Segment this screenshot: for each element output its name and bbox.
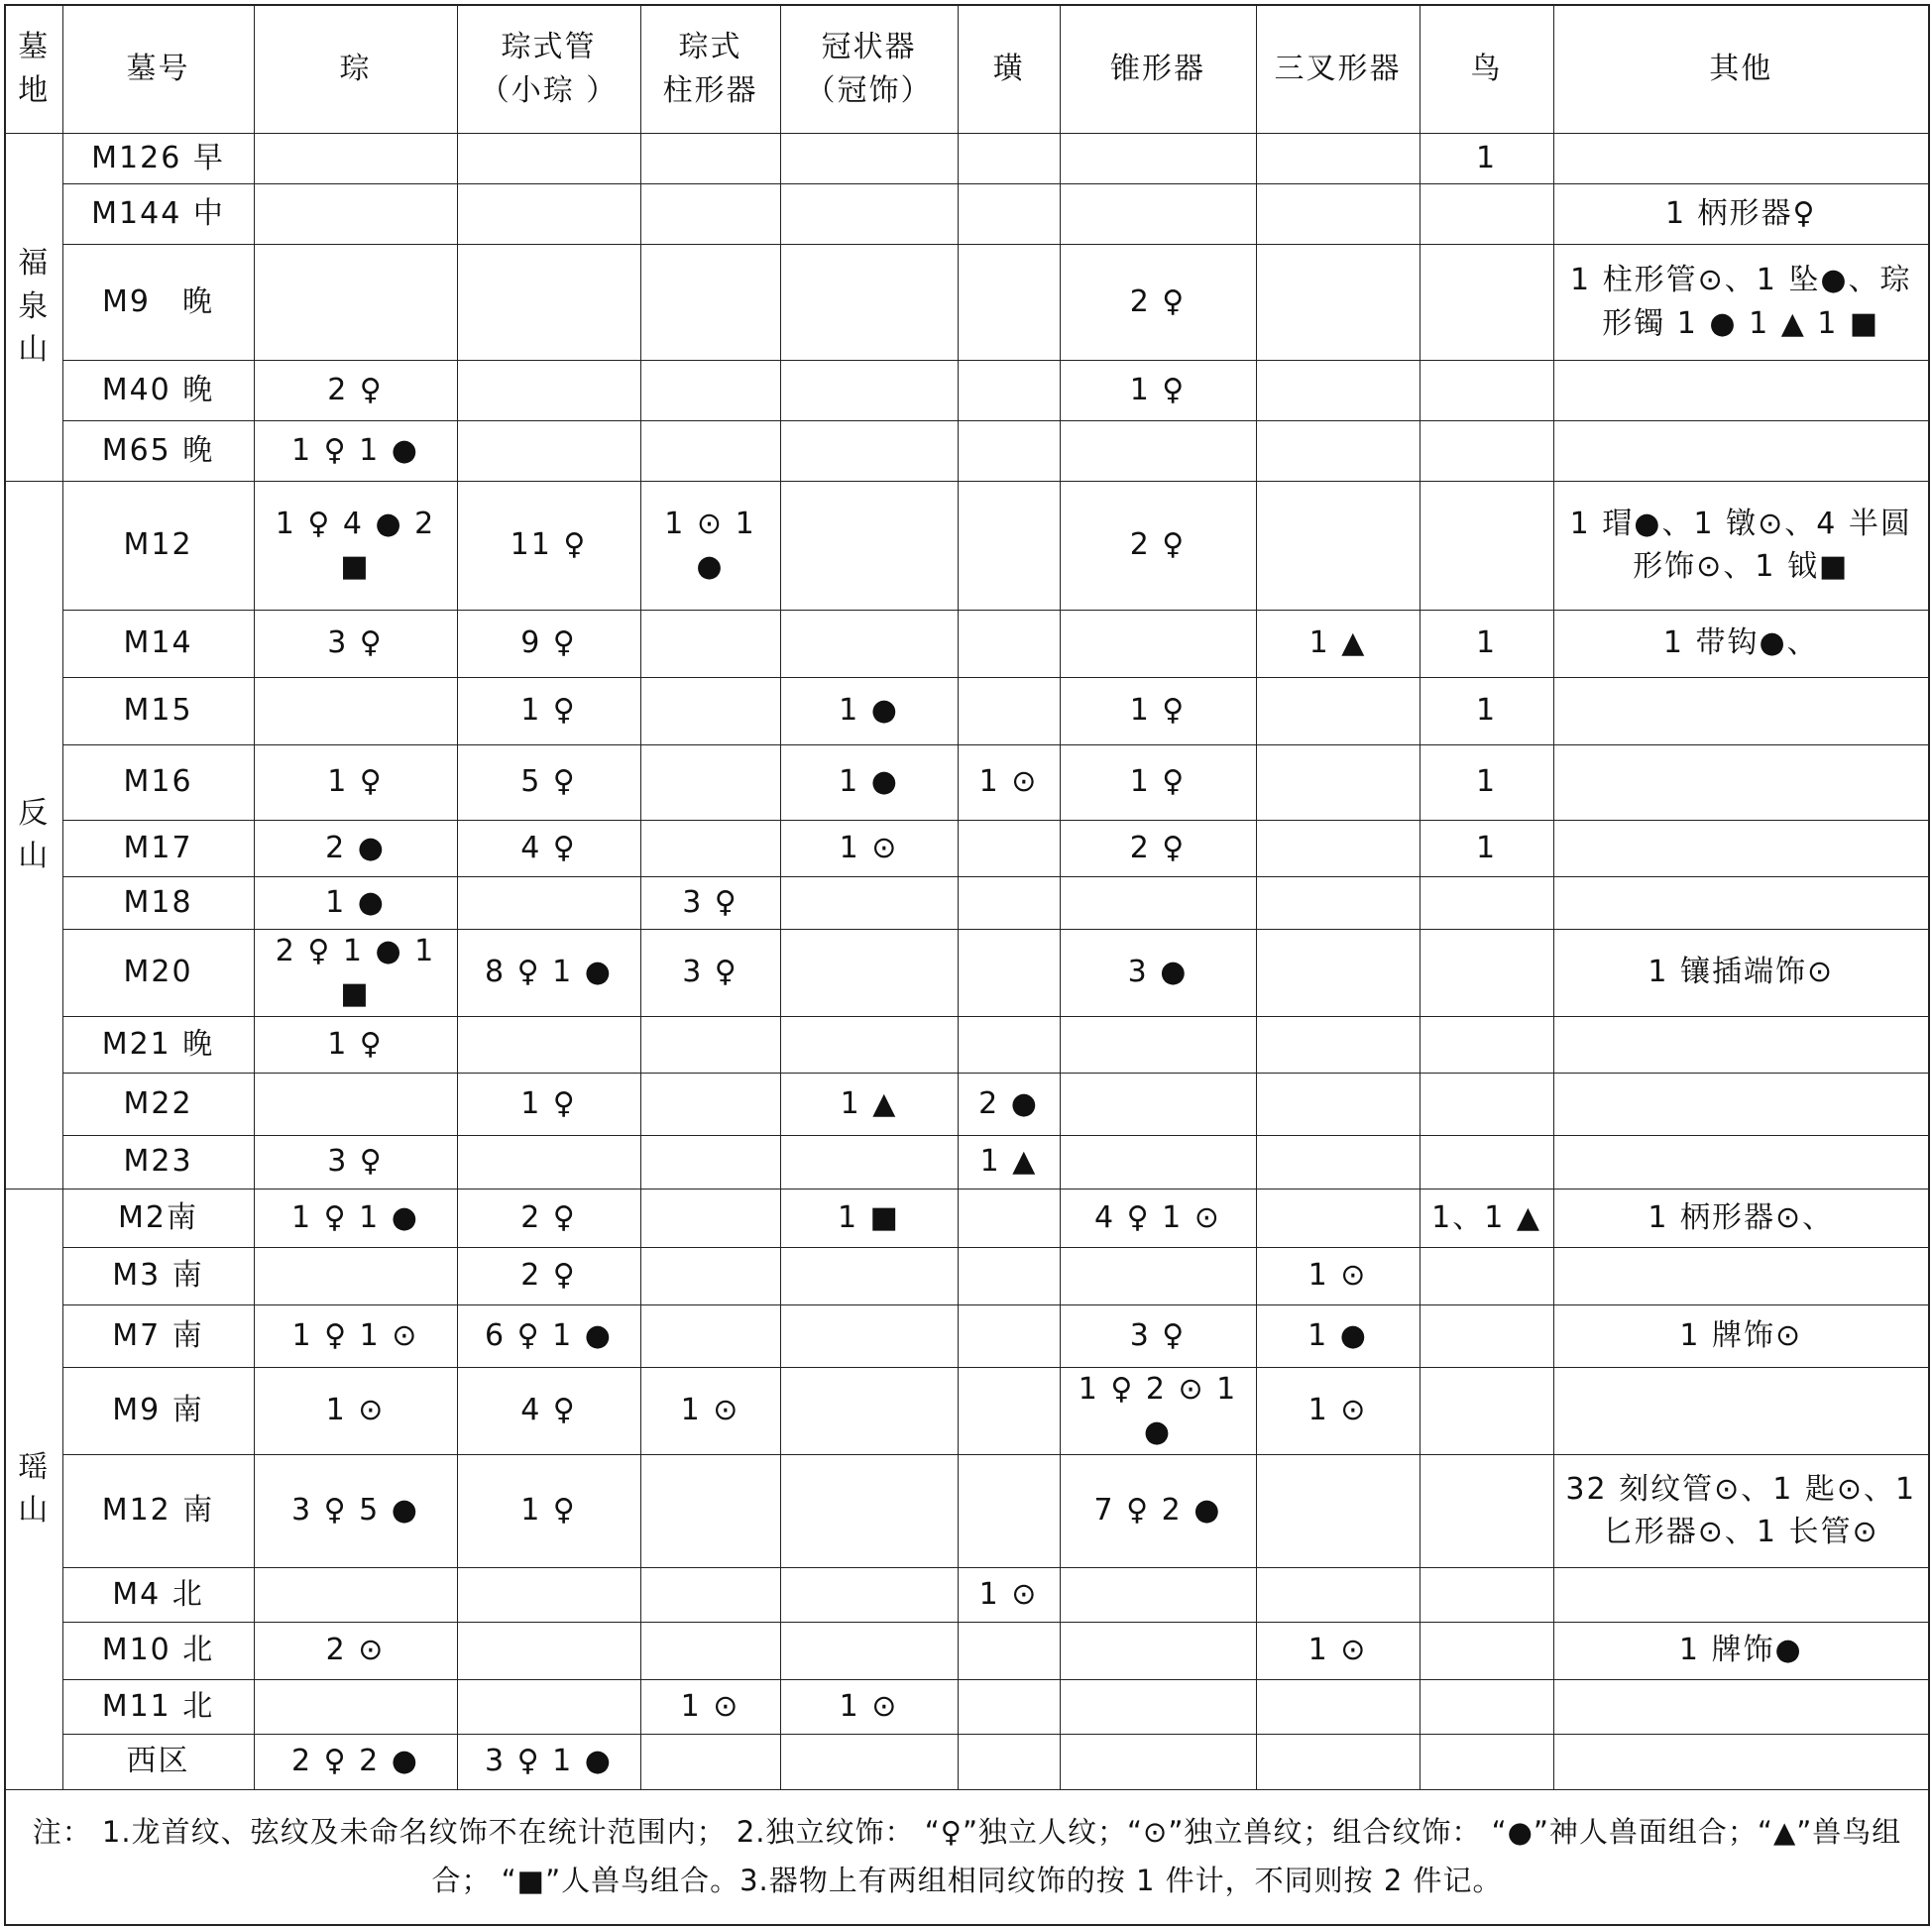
cell-tomb-number: M10 北 [62, 1622, 254, 1679]
cell-crown-ornament [780, 360, 958, 420]
cell-other [1553, 1016, 1929, 1073]
cell-awl-shaped: 7 ♀ 2 ● [1060, 1454, 1256, 1567]
cell-cong-column [640, 820, 780, 876]
cell-awl-shaped [1060, 610, 1256, 677]
cell-other [1553, 1073, 1929, 1135]
cell-trident-shaped: 1 ▲ [1256, 610, 1420, 677]
cell-crown-ornament [780, 1135, 958, 1189]
cell-huang [958, 1622, 1060, 1679]
table-row [5, 1679, 1929, 1734]
header-crown-ornament-line-2: （冠饰） [805, 72, 933, 108]
cell-other [1553, 420, 1929, 481]
table-row [5, 1135, 1929, 1189]
cell-huang [958, 244, 1060, 360]
cell-cong-column [640, 1135, 780, 1189]
cell-cong: 2 ⊙ [254, 1622, 457, 1679]
cell-tomb-number: M11 北 [62, 1679, 254, 1734]
cell-awl-shaped [1060, 1567, 1256, 1622]
cell-cong [254, 133, 457, 183]
cell-bird [1420, 876, 1553, 929]
header-tomb-number: 墓号 [62, 5, 254, 133]
cell-cong-column: 1 ⊙ 1 ● [640, 481, 780, 610]
cell-bird [1420, 420, 1553, 481]
cell-bird: 1 [1420, 677, 1553, 744]
cell-crown-ornament [780, 929, 958, 1016]
cell-tomb-number: M126 早 [62, 133, 254, 183]
cell-awl-shaped [1060, 1734, 1256, 1789]
cell-cong-column [640, 1016, 780, 1073]
cell-huang [958, 133, 1060, 183]
cell-cong-column [640, 1622, 780, 1679]
cell-huang [958, 929, 1060, 1016]
cell-crown-ornament: 1 ■ [780, 1189, 958, 1247]
cell-trident-shaped [1256, 1016, 1420, 1073]
cell-crown-ornament [780, 610, 958, 677]
cell-awl-shaped: 2 ♀ [1060, 481, 1256, 610]
cell-trident-shaped [1256, 420, 1420, 481]
cell-huang: 2 ● [958, 1073, 1060, 1135]
cell-awl-shaped [1060, 1135, 1256, 1189]
header-cong-column-line-1: 琮式 [678, 30, 742, 65]
table-row [5, 820, 1929, 876]
cell-cong-column [640, 1454, 780, 1567]
cell-other: 1 柱形管⊙、1 坠●、琮形镯 1 ● 1 ▲ 1 ■ [1553, 244, 1929, 360]
cell-bird [1420, 1367, 1553, 1454]
cell-tomb-number: M144 中 [62, 183, 254, 244]
cell-tomb-number: M22 [62, 1073, 254, 1135]
cell-other: 1 瑁●、1 镦⊙、4 半圆形饰⊙、1 钺■ [1553, 481, 1929, 610]
table-row [5, 1734, 1929, 1789]
cell-cong-column: 1 ⊙ [640, 1367, 780, 1454]
header-cemetery [5, 5, 62, 133]
cell-tomb-number: M9 南 [62, 1367, 254, 1454]
cell-awl-shaped: 1 ♀ [1060, 677, 1256, 744]
cell-bird [1420, 360, 1553, 420]
header-other: 其他 [1553, 5, 1929, 133]
table-row [5, 1304, 1929, 1367]
cell-other [1553, 133, 1929, 183]
cell-awl-shaped [1060, 1622, 1256, 1679]
cell-trident-shaped [1256, 1734, 1420, 1789]
table-row [5, 183, 1929, 244]
cell-bird [1420, 1567, 1553, 1622]
cell-huang [958, 1016, 1060, 1073]
cell-trident-shaped: 1 ⊙ [1256, 1247, 1420, 1304]
cell-cong-column [640, 1247, 780, 1304]
cell-bird [1420, 1454, 1553, 1567]
cell-huang [958, 1304, 1060, 1367]
cell-crown-ornament [780, 1016, 958, 1073]
cell-cong-tube [457, 133, 640, 183]
header-awl-shaped: 锥形器 [1060, 5, 1256, 133]
cell-trident-shaped [1256, 1073, 1420, 1135]
cell-trident-shaped [1256, 1679, 1420, 1734]
cell-cong-tube: 4 ♀ [457, 1367, 640, 1454]
table-row [5, 610, 1929, 677]
cell-awl-shaped [1060, 133, 1256, 183]
cell-bird [1420, 929, 1553, 1016]
cell-crown-ornament [780, 244, 958, 360]
cemetery-cell-yaoshan [5, 1189, 62, 1789]
cell-other: 1 柄形器⊙、 [1553, 1189, 1929, 1247]
cell-cong-tube [457, 1135, 640, 1189]
cell-cong-column [640, 183, 780, 244]
cell-cong: 2 ● [254, 820, 457, 876]
cell-bird [1420, 1734, 1553, 1789]
cell-huang: 1 ▲ [958, 1135, 1060, 1189]
cell-crown-ornament [780, 1567, 958, 1622]
cell-bird [1420, 183, 1553, 244]
header-cong: 琮 [254, 5, 457, 133]
cell-cong-tube: 8 ♀ 1 ● [457, 929, 640, 1016]
header-cong-tube-line-1: 琮式管 [501, 30, 597, 65]
cell-cong: 3 ♀ 5 ● [254, 1454, 457, 1567]
cell-crown-ornament [780, 183, 958, 244]
cell-crown-ornament: 1 ⊙ [780, 1679, 958, 1734]
cell-crown-ornament [780, 481, 958, 610]
cell-bird [1420, 1135, 1553, 1189]
cell-tomb-number: M12 南 [62, 1454, 254, 1567]
cell-cong-column: 1 ⊙ [640, 1679, 780, 1734]
cell-other [1553, 1734, 1929, 1789]
cell-trident-shaped [1256, 744, 1420, 820]
cell-tomb-number: M2南 [62, 1189, 254, 1247]
cell-tomb-number: 西区 [62, 1734, 254, 1789]
cell-crown-ornament [780, 133, 958, 183]
cell-tomb-number: M23 [62, 1135, 254, 1189]
table-row [5, 1189, 1929, 1247]
cell-crown-ornament: 1 ● [780, 677, 958, 744]
cell-cong: 3 ♀ [254, 1135, 457, 1189]
cell-cong: 2 ♀ [254, 360, 457, 420]
cell-cong-column [640, 677, 780, 744]
cell-huang [958, 820, 1060, 876]
cell-trident-shaped [1256, 820, 1420, 876]
cell-cong-column [640, 133, 780, 183]
table-row [5, 1622, 1929, 1679]
cell-huang [958, 1367, 1060, 1454]
cell-cong-tube: 2 ♀ [457, 1189, 640, 1247]
table-row [5, 1454, 1929, 1567]
cell-trident-shaped: 1 ● [1256, 1304, 1420, 1367]
cell-cong-column [640, 744, 780, 820]
cell-trident-shaped: 1 ⊙ [1256, 1622, 1420, 1679]
cell-cong: 1 ♀ 1 ⊙ [254, 1304, 457, 1367]
cemetery-name-char: 瑶 [18, 1449, 51, 1485]
cemetery-name-char: 山 [18, 1493, 51, 1528]
cell-tomb-number: M17 [62, 820, 254, 876]
cell-cong: 1 ♀ 1 ● [254, 1189, 457, 1247]
cell-cong: 1 ● [254, 876, 457, 929]
table-row [5, 677, 1929, 744]
cell-cong-column: 3 ♀ [640, 929, 780, 1016]
table-row [5, 1367, 1929, 1454]
cell-cong [254, 1679, 457, 1734]
cell-awl-shaped: 2 ♀ [1060, 244, 1256, 360]
cell-awl-shaped [1060, 420, 1256, 481]
cell-bird [1420, 1622, 1553, 1679]
cell-cong [254, 244, 457, 360]
cell-cong-tube: 1 ♀ [457, 677, 640, 744]
cemetery-name-char: 福 [18, 246, 51, 282]
cell-tomb-number: M40 晚 [62, 360, 254, 420]
header-crown-ornament [780, 5, 958, 133]
cell-cong-column [640, 1189, 780, 1247]
cell-cong [254, 1247, 457, 1304]
cell-awl-shaped [1060, 1679, 1256, 1734]
header-cong-column-line-2: 柱形器 [662, 72, 758, 108]
cell-cong-tube: 4 ♀ [457, 820, 640, 876]
cell-awl-shaped [1060, 183, 1256, 244]
cell-cong: 2 ♀ 1 ● 1 ■ [254, 929, 457, 1016]
cell-bird [1420, 1679, 1553, 1734]
cell-other: 1 牌饰● [1553, 1622, 1929, 1679]
cell-cong-column [640, 1304, 780, 1367]
header-cong-column [640, 5, 780, 133]
cell-tomb-number: M16 [62, 744, 254, 820]
cemetery-name-char: 泉 [18, 288, 51, 324]
cell-bird: 1 [1420, 744, 1553, 820]
cell-trident-shaped [1256, 1189, 1420, 1247]
cell-cong-tube [457, 420, 640, 481]
cell-trident-shaped [1256, 244, 1420, 360]
cell-other: 1 柄形器♀ [1553, 183, 1929, 244]
cell-trident-shaped [1256, 1567, 1420, 1622]
cell-crown-ornament [780, 876, 958, 929]
artifact-decoration-table [4, 4, 1930, 1926]
cell-awl-shaped [1060, 1016, 1256, 1073]
cell-other [1553, 1135, 1929, 1189]
cell-other: 32 刻纹管⊙、1 匙⊙、1 匕形器⊙、1 长管⊙ [1553, 1454, 1929, 1567]
cell-awl-shaped: 3 ● [1060, 929, 1256, 1016]
cell-bird [1420, 1073, 1553, 1135]
cell-other: 1 牌饰⊙ [1553, 1304, 1929, 1367]
cell-cong-tube [457, 1567, 640, 1622]
cell-cong-column [640, 360, 780, 420]
cell-other [1553, 1367, 1929, 1454]
cell-cong [254, 677, 457, 744]
cell-bird: 1 [1420, 610, 1553, 677]
cell-tomb-number: M65 晚 [62, 420, 254, 481]
cell-bird [1420, 481, 1553, 610]
cell-cong-column [640, 610, 780, 677]
cell-crown-ornament: 1 ⊙ [780, 820, 958, 876]
cell-cong-column [640, 1073, 780, 1135]
note-row [5, 1789, 1929, 1925]
cell-crown-ornament [780, 1247, 958, 1304]
cell-tomb-number: M18 [62, 876, 254, 929]
cell-cong-tube: 3 ♀ 1 ● [457, 1734, 640, 1789]
cell-cong: 1 ♀ [254, 744, 457, 820]
cemetery-cell-fuquanshan [5, 133, 62, 481]
cell-trident-shaped: 1 ⊙ [1256, 1367, 1420, 1454]
cell-trident-shaped [1256, 481, 1420, 610]
cell-huang [958, 1734, 1060, 1789]
table-row [5, 420, 1929, 481]
cell-cong-tube [457, 183, 640, 244]
cell-bird: 1 [1420, 133, 1553, 183]
cell-crown-ornament: 1 ● [780, 744, 958, 820]
cell-awl-shaped: 1 ♀ [1060, 744, 1256, 820]
cell-trident-shaped [1256, 929, 1420, 1016]
cell-cong-tube [457, 360, 640, 420]
cell-other [1553, 744, 1929, 820]
cell-other [1553, 876, 1929, 929]
cell-cong-tube [457, 1622, 640, 1679]
table-row [5, 1016, 1929, 1073]
cell-cong: 1 ♀ [254, 1016, 457, 1073]
cell-trident-shaped [1256, 183, 1420, 244]
cell-trident-shaped [1256, 133, 1420, 183]
header-cemetery-line-1: 墓 [18, 30, 51, 65]
cell-tomb-number: M15 [62, 677, 254, 744]
cell-tomb-number: M4 北 [62, 1567, 254, 1622]
cell-awl-shaped: 2 ♀ [1060, 820, 1256, 876]
cell-tomb-number: M12 [62, 481, 254, 610]
table-row [5, 1073, 1929, 1135]
table-note-cell [5, 1789, 1929, 1925]
cell-other [1553, 360, 1929, 420]
cell-cong: 3 ♀ [254, 610, 457, 677]
header-trident-shaped: 三叉形器 [1256, 5, 1420, 133]
cell-tomb-number: M3 南 [62, 1247, 254, 1304]
cell-huang [958, 1189, 1060, 1247]
cell-trident-shaped [1256, 1454, 1420, 1567]
cell-cong-tube [457, 244, 640, 360]
cell-tomb-number: M21 晚 [62, 1016, 254, 1073]
cell-awl-shaped [1060, 1247, 1256, 1304]
header-bird: 鸟 [1420, 5, 1553, 133]
cell-cong-column [640, 1567, 780, 1622]
cemetery-cell-fanshan [5, 481, 62, 1189]
header-cong-tube [457, 5, 640, 133]
cell-crown-ornament [780, 420, 958, 481]
cell-awl-shaped [1060, 876, 1256, 929]
cell-cong-tube [457, 876, 640, 929]
cell-cong [254, 183, 457, 244]
cell-huang [958, 183, 1060, 244]
cell-cong: 2 ♀ 2 ● [254, 1734, 457, 1789]
cell-awl-shaped: 4 ♀ 1 ⊙ [1060, 1189, 1256, 1247]
cell-bird [1420, 1016, 1553, 1073]
cell-trident-shaped [1256, 876, 1420, 929]
cell-cong-column [640, 1734, 780, 1789]
cell-other: 1 镶插端饰⊙ [1553, 929, 1929, 1016]
cell-crown-ornament: 1 ▲ [780, 1073, 958, 1135]
cell-other: 1 带钩●、 [1553, 610, 1929, 677]
cell-bird [1420, 244, 1553, 360]
table-row [5, 1247, 1929, 1304]
cell-cong-tube: 2 ♀ [457, 1247, 640, 1304]
cell-crown-ornament [780, 1622, 958, 1679]
cell-awl-shaped: 1 ♀ [1060, 360, 1256, 420]
cell-trident-shaped [1256, 1135, 1420, 1189]
cell-huang: 1 ⊙ [958, 744, 1060, 820]
cell-cong: 1 ⊙ [254, 1367, 457, 1454]
header-crown-ornament-line-1: 冠状器 [821, 30, 917, 65]
cell-huang [958, 1454, 1060, 1567]
table-row [5, 744, 1929, 820]
cell-huang [958, 1247, 1060, 1304]
table-row [5, 876, 1929, 929]
cell-awl-shaped [1060, 1073, 1256, 1135]
cell-cong [254, 1567, 457, 1622]
cell-huang [958, 677, 1060, 744]
cell-trident-shaped [1256, 360, 1420, 420]
table-row [5, 244, 1929, 360]
cell-tomb-number: M14 [62, 610, 254, 677]
header-huang: 璜 [958, 5, 1060, 133]
cell-huang [958, 481, 1060, 610]
cell-cong-column: 3 ♀ [640, 876, 780, 929]
cell-cong-tube: 6 ♀ 1 ● [457, 1304, 640, 1367]
cell-awl-shaped: 1 ♀ 2 ⊙ 1 ● [1060, 1367, 1256, 1454]
cell-cong: 1 ♀ 4 ● 2 ■ [254, 481, 457, 610]
cell-bird [1420, 1304, 1553, 1367]
cell-awl-shaped: 3 ♀ [1060, 1304, 1256, 1367]
cell-crown-ornament [780, 1734, 958, 1789]
cell-other [1553, 1567, 1929, 1622]
cell-cong-column [640, 420, 780, 481]
cell-bird [1420, 1247, 1553, 1304]
cell-cong-tube: 1 ♀ [457, 1073, 640, 1135]
cell-cong-tube [457, 1679, 640, 1734]
cell-huang: 1 ⊙ [958, 1567, 1060, 1622]
cell-other [1553, 1247, 1929, 1304]
header-cemetery-line-2: 地 [18, 72, 51, 108]
table-row [5, 360, 1929, 420]
cell-tomb-number: M20 [62, 929, 254, 1016]
table-row [5, 1567, 1929, 1622]
cell-other [1553, 1679, 1929, 1734]
cemetery-name-char: 山 [18, 839, 51, 873]
table-row [5, 929, 1929, 1016]
cell-tomb-number: M9 晚 [62, 244, 254, 360]
cell-cong [254, 1073, 457, 1135]
cemetery-name-char: 反 [18, 795, 51, 831]
cell-huang [958, 1679, 1060, 1734]
table-row [5, 481, 1929, 610]
cell-crown-ornament [780, 1367, 958, 1454]
cell-other [1553, 677, 1929, 744]
table-note: 注： 1.龙首纹、弦纹及未命名纹饰不在统计范围内； 2.独立纹饰： “♀”独立人纹；“⊙”独立兽纹；组合纹饰： “●”神人兽面组合；“▲”兽鸟组合； “■”人兽鸟组合。3.器物上有两组相同纹饰的按 1 件计，不同则按 2 件记。 [32, 1814, 1902, 1898]
cell-crown-ornament [780, 1304, 958, 1367]
table-row [5, 133, 1929, 183]
cell-huang [958, 876, 1060, 929]
cell-bird: 1、1 ▲ [1420, 1189, 1553, 1247]
cell-huang [958, 420, 1060, 481]
cell-huang [958, 360, 1060, 420]
cell-other [1553, 820, 1929, 876]
header-row [5, 5, 1929, 133]
cell-tomb-number: M7 南 [62, 1304, 254, 1367]
cell-cong-tube: 1 ♀ [457, 1454, 640, 1567]
cell-cong-column [640, 244, 780, 360]
cell-cong-tube: 5 ♀ [457, 744, 640, 820]
cell-cong-tube [457, 1016, 640, 1073]
cell-bird: 1 [1420, 820, 1553, 876]
cell-cong-tube: 9 ♀ [457, 610, 640, 677]
cell-huang [958, 610, 1060, 677]
cemetery-name-char: 山 [18, 332, 51, 368]
cell-cong-tube: 11 ♀ [457, 481, 640, 610]
cell-crown-ornament [780, 1454, 958, 1567]
header-cong-tube-line-2: （小琮 ） [479, 72, 619, 108]
cell-trident-shaped [1256, 677, 1420, 744]
cell-cong: 1 ♀ 1 ● [254, 420, 457, 481]
